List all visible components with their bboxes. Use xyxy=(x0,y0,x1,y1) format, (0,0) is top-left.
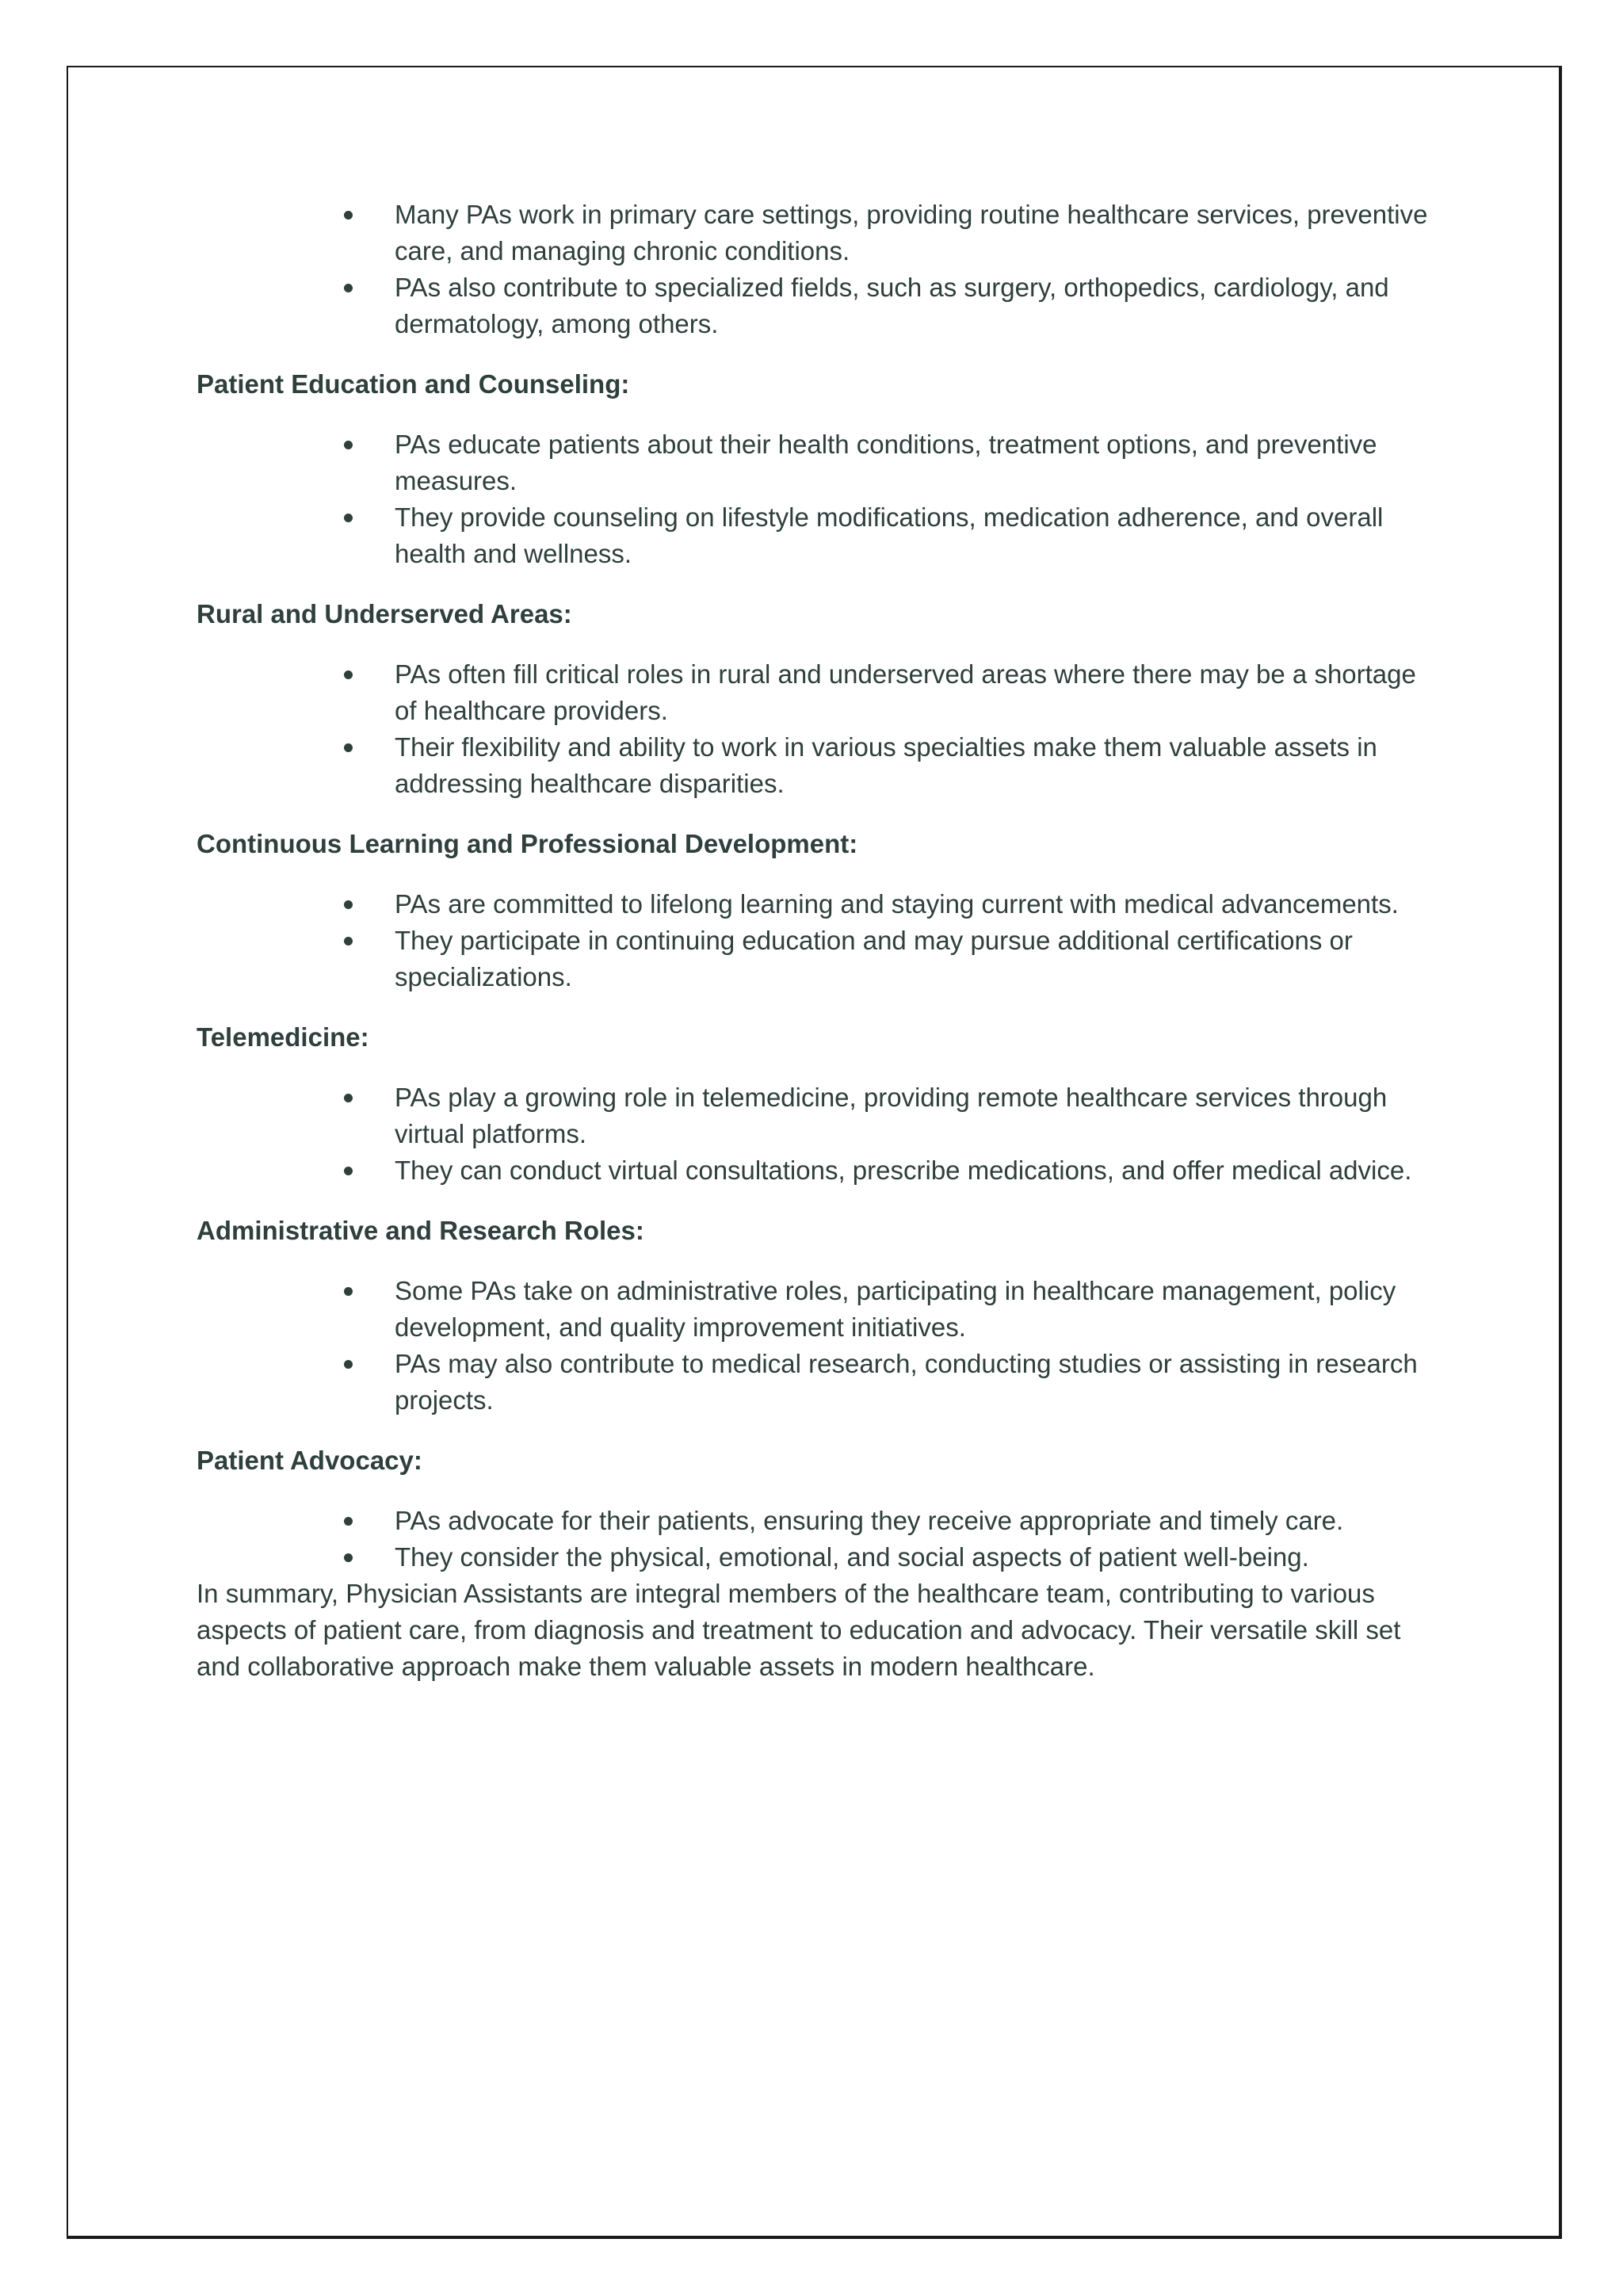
list-item-text: Many PAs work in primary care settings, providing routine healthcare services, preventive care, and managing chronic conditions. xyxy=(395,200,1428,266)
list-item-text: They participate in continuing education and may pursue additional certifications or specializations. xyxy=(395,926,1353,991)
list-item-text: PAs educate patients about their health conditions, treatment options, and preventive measures. xyxy=(395,430,1377,495)
section-heading: Patient Education and Counseling: xyxy=(197,369,630,399)
section-continuous-learning xyxy=(197,826,1433,995)
list-item-text: PAs may also contribute to medical research, conducting studies or assisting in research projects. xyxy=(395,1349,1418,1415)
section-patient-education xyxy=(197,366,1433,572)
bullet-icon xyxy=(344,743,353,752)
section-heading: Telemedicine: xyxy=(197,1022,369,1052)
bullet-icon xyxy=(344,514,353,522)
bullet-icon xyxy=(344,1360,353,1369)
bullet-icon xyxy=(344,1094,353,1102)
bullet-icon xyxy=(344,1167,353,1175)
section-administrative-research xyxy=(197,1213,1433,1419)
bullet-icon xyxy=(344,1517,353,1526)
bullet-list xyxy=(197,1273,1433,1419)
bullet-icon xyxy=(344,211,353,220)
list-item xyxy=(197,499,1433,572)
list-item-text: PAs play a growing role in telemedicine, providing remote healthcare services through virtual platforms. xyxy=(395,1083,1388,1148)
list-item xyxy=(197,656,1433,729)
list-item xyxy=(197,1503,1433,1539)
section-heading: Rural and Underserved Areas: xyxy=(197,599,572,628)
list-item xyxy=(197,269,1433,342)
list-item xyxy=(197,197,1433,269)
list-item xyxy=(197,923,1433,995)
bullet-icon xyxy=(344,1553,353,1562)
section-heading: Continuous Learning and Professional Development: xyxy=(197,829,858,858)
list-item-text: PAs also contribute to specialized fields, such as surgery, orthopedics, cardiology, and dermatology, among others. xyxy=(395,273,1389,338)
list-item-text: Their flexibility and ability to work in various specialties make them valuable assets in addressing healthcare disparities. xyxy=(395,732,1377,798)
bullet-icon xyxy=(344,937,353,946)
bullet-list xyxy=(197,1503,1433,1576)
list-item xyxy=(197,1539,1433,1576)
bullet-list xyxy=(197,1079,1433,1189)
list-item-text: PAs are committed to lifelong learning and staying current with medical advancements. xyxy=(395,889,1399,919)
list-item xyxy=(197,1273,1433,1346)
section-heading: Administrative and Research Roles: xyxy=(197,1216,644,1245)
list-item xyxy=(197,1346,1433,1419)
section-heading: Patient Advocacy: xyxy=(197,1446,422,1475)
list-item-text: They consider the physical, emotional, and social aspects of patient well-being. xyxy=(395,1542,1309,1572)
list-item-text: Some PAs take on administrative roles, participating in healthcare management, policy development, and quality improvement initiatives. xyxy=(395,1276,1396,1342)
bullet-icon xyxy=(344,670,353,679)
summary-paragraph: In summary, Physician Assistants are integral members of the healthcare team, contributing to various aspects of patient care, from diagnosis and treatment to education and advocacy. Their versatile skill set and collaborative approach make them valuable assets in modern healthcare. xyxy=(197,1579,1401,1681)
bullet-icon xyxy=(344,900,353,909)
section-telemedicine xyxy=(197,1019,1433,1189)
bullet-icon xyxy=(344,441,353,449)
list-item-text: They can conduct virtual consultations, prescribe medications, and offer medical advice. xyxy=(395,1156,1412,1185)
section-patient-advocacy xyxy=(197,1442,1433,1685)
list-item-text: PAs often fill critical roles in rural and underserved areas where there may be a shortage of healthcare providers. xyxy=(395,659,1416,725)
list-item-text: PAs advocate for their patients, ensuring they receive appropriate and timely care. xyxy=(395,1506,1344,1535)
bullet-icon xyxy=(344,1287,353,1296)
bullet-list xyxy=(197,886,1433,995)
document-body xyxy=(197,197,1433,1685)
list-item xyxy=(197,1079,1433,1152)
bullet-list xyxy=(197,656,1433,802)
bullet-icon xyxy=(344,284,353,292)
list-item-text: They provide counseling on lifestyle modifications, medication adherence, and overall health and wellness. xyxy=(395,502,1384,568)
list-item xyxy=(197,1152,1433,1189)
list-item xyxy=(197,426,1433,499)
section-rural-underserved xyxy=(197,596,1433,802)
intro-bullet-list xyxy=(197,197,1433,342)
list-item xyxy=(197,886,1433,923)
bullet-list xyxy=(197,426,1433,572)
list-item xyxy=(197,729,1433,802)
